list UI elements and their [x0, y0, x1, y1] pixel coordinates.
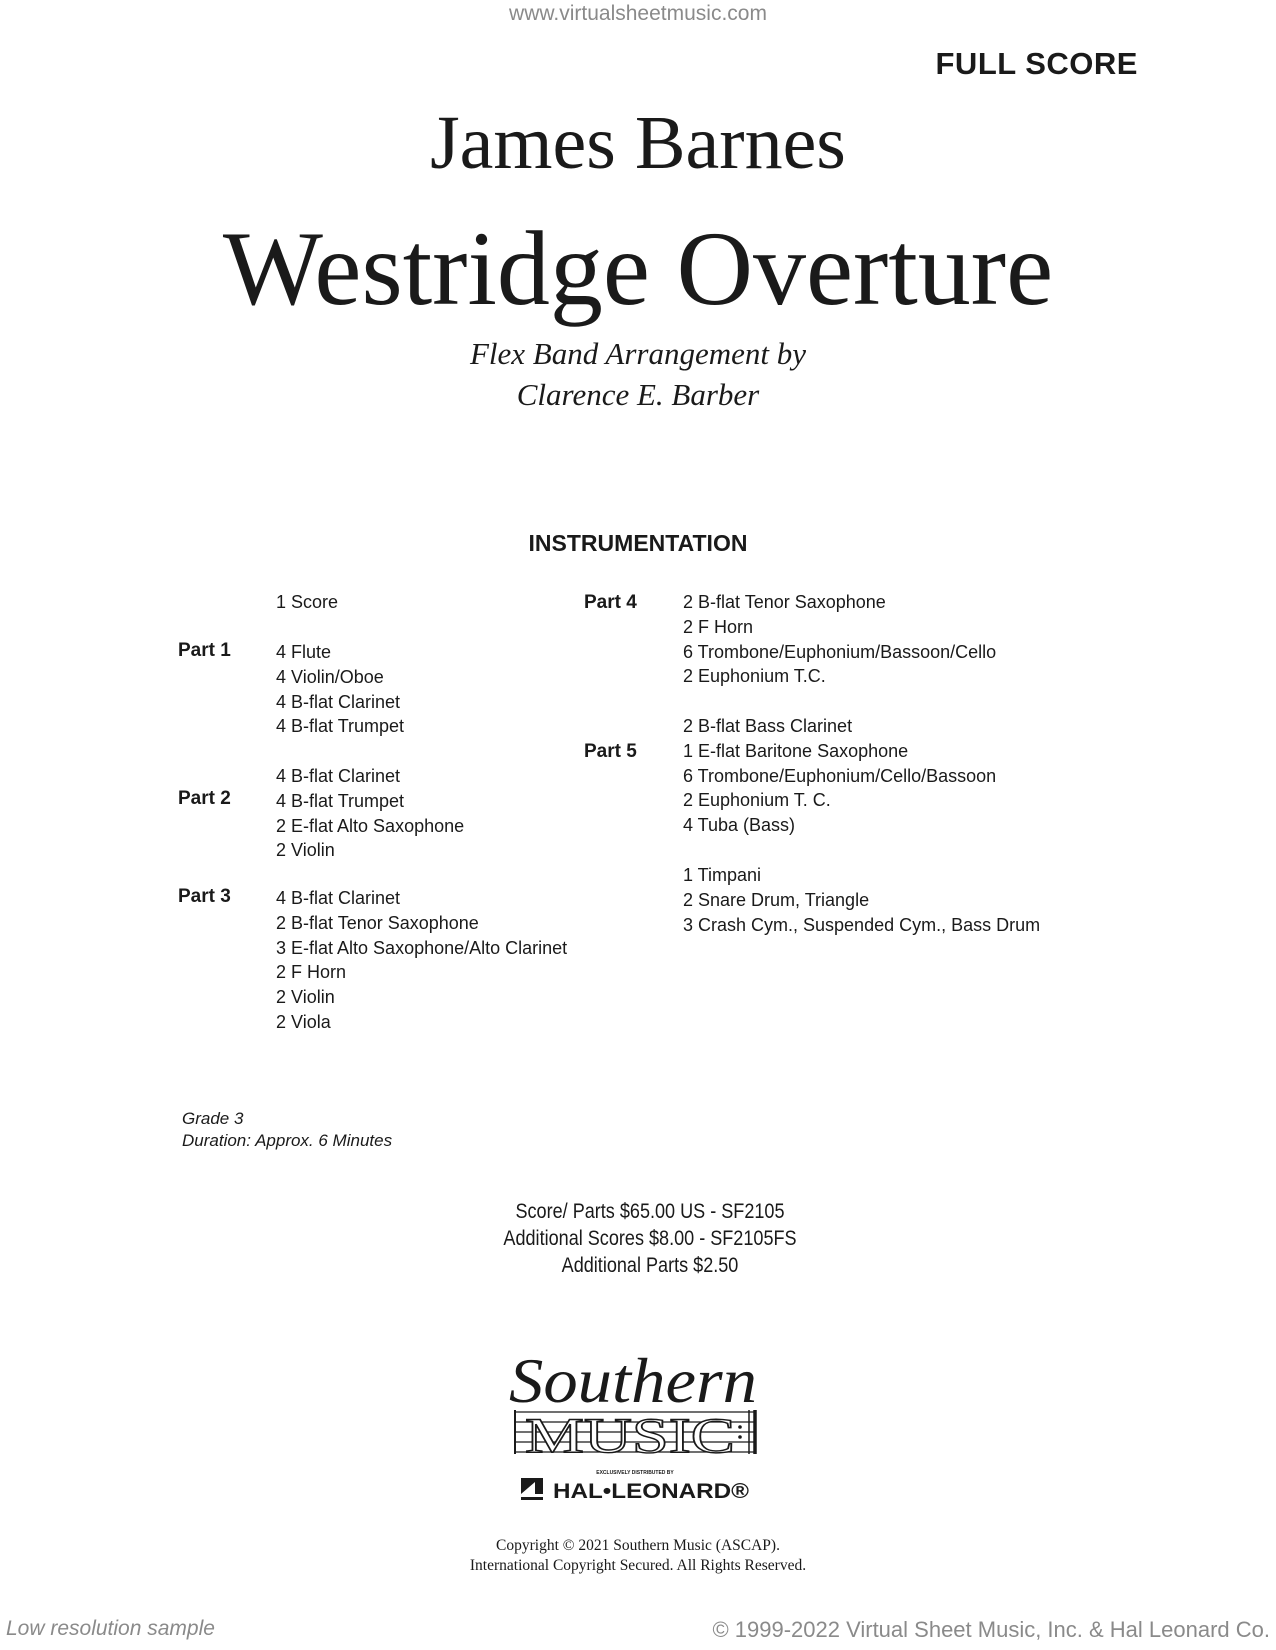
- list-item: 4 B-flat Clarinet: [276, 888, 401, 908]
- list-item: 4 B-flat Clarinet: [276, 691, 401, 712]
- list-item: 4 B-flat Trumpet: [276, 716, 405, 737]
- list-item: 1 Score: [276, 592, 339, 612]
- grade-level: Grade 3: [182, 1109, 244, 1128]
- list-item: 2 E-flat Alto Saxophone: [276, 815, 465, 836]
- watermark-url: www.virtualsheetmusic.com: [509, 2, 767, 25]
- logo-southern-text: Southern: [509, 1345, 757, 1416]
- list-item: 2 B-flat Tenor Saxophone: [683, 592, 886, 612]
- part5-list: [683, 714, 996, 838]
- copyright-block: [0, 1536, 1276, 1576]
- list-item: 3 E-flat Alto Saxophone/Alto Clarinet: [276, 937, 568, 958]
- southern-music-logo: [505, 1344, 775, 1519]
- list-item: 1 E-flat Baritone Saxophone: [683, 740, 909, 761]
- logo-music-text: MUSIC: [525, 1407, 735, 1463]
- hal-leonard-icon: [521, 1478, 543, 1500]
- pricing-block: [91, 1198, 1209, 1279]
- part1-list: [276, 640, 404, 739]
- list-item: 2 Snare Drum, Triangle: [683, 889, 870, 910]
- list-item: 3 Crash Cym., Suspended Cym., Bass Drum: [683, 914, 1041, 935]
- list-item: 1 Timpani: [683, 865, 762, 885]
- list-item: 4 B-flat Clarinet: [276, 766, 401, 786]
- footer-copyright: © 1999-2022 Virtual Sheet Music, Inc. & Hal Leonard Co.: [712, 1617, 1270, 1642]
- part3-label: Part 3: [178, 886, 231, 907]
- part5-label: Part 5: [584, 741, 637, 762]
- list-item: 4 Tuba (Bass): [683, 815, 796, 836]
- list-item: 4 Violin/Oboe: [276, 666, 384, 687]
- list-item: 6 Trombone/Euphonium/Cello/Bassoon: [683, 765, 997, 786]
- list-item: 4 Flute: [276, 642, 332, 662]
- list-item: 6 Trombone/Euphonium/Bassoon/Cello: [683, 641, 997, 662]
- copyright-line: Copyright © 2021 Southern Music (ASCAP).: [496, 1537, 780, 1554]
- list-item: 2 F Horn: [683, 616, 754, 637]
- logo-distributed-text: EXCLUSIVELY DISTRIBUTED BY: [596, 1470, 674, 1476]
- list-item: 2 Viola: [276, 1011, 331, 1032]
- part4-list: [683, 590, 996, 689]
- copyright-line: International Copyright Secured. All Rights Reserved.: [469, 1557, 807, 1574]
- part1-label: Part 1: [178, 640, 231, 661]
- list-item: 2 Violin: [276, 840, 335, 861]
- score-count: [276, 590, 338, 615]
- list-item: 2 Euphonium T. C.: [683, 790, 831, 811]
- logo-hal-leonard-text: HAL•LEONARD®: [553, 1480, 750, 1503]
- list-item: 2 B-flat Tenor Saxophone: [276, 912, 479, 933]
- part2-label: Part 2: [178, 788, 231, 809]
- list-item: 2 F Horn: [276, 962, 347, 983]
- list-item: 2 B-flat Bass Clarinet: [683, 716, 853, 736]
- part3-list: [276, 886, 567, 1035]
- duration: Duration: Approx. 6 Minutes: [182, 1131, 393, 1150]
- grade-duration: [182, 1108, 392, 1152]
- part2-list: [276, 764, 464, 863]
- arranger-name: Clarence E. Barber: [516, 377, 760, 412]
- price-line: Additional Scores $8.00 - SF2105FS: [503, 1227, 797, 1250]
- composer-name: James Barnes: [430, 101, 846, 185]
- instrumentation-heading: INSTRUMENTATION: [528, 530, 748, 556]
- repeat-dot: [738, 1425, 742, 1429]
- percussion-list: [683, 863, 1040, 937]
- piece-title: Westridge Overture: [222, 210, 1054, 327]
- full-score-label: FULL SCORE: [935, 46, 1138, 81]
- repeat-dot: [738, 1435, 742, 1439]
- price-line: Score/ Parts $65.00 US - SF2105: [515, 1200, 785, 1223]
- list-item: 4 B-flat Trumpet: [276, 790, 405, 811]
- list-item: 2 Euphonium T.C.: [683, 666, 826, 687]
- part4-label: Part 4: [584, 592, 637, 613]
- list-item: 2 Violin: [276, 987, 335, 1008]
- arrangement-line: Flex Band Arrangement by: [469, 336, 807, 371]
- price-line: Additional Parts $2.50: [561, 1254, 739, 1277]
- low-resolution-note: Low resolution sample: [6, 1617, 215, 1640]
